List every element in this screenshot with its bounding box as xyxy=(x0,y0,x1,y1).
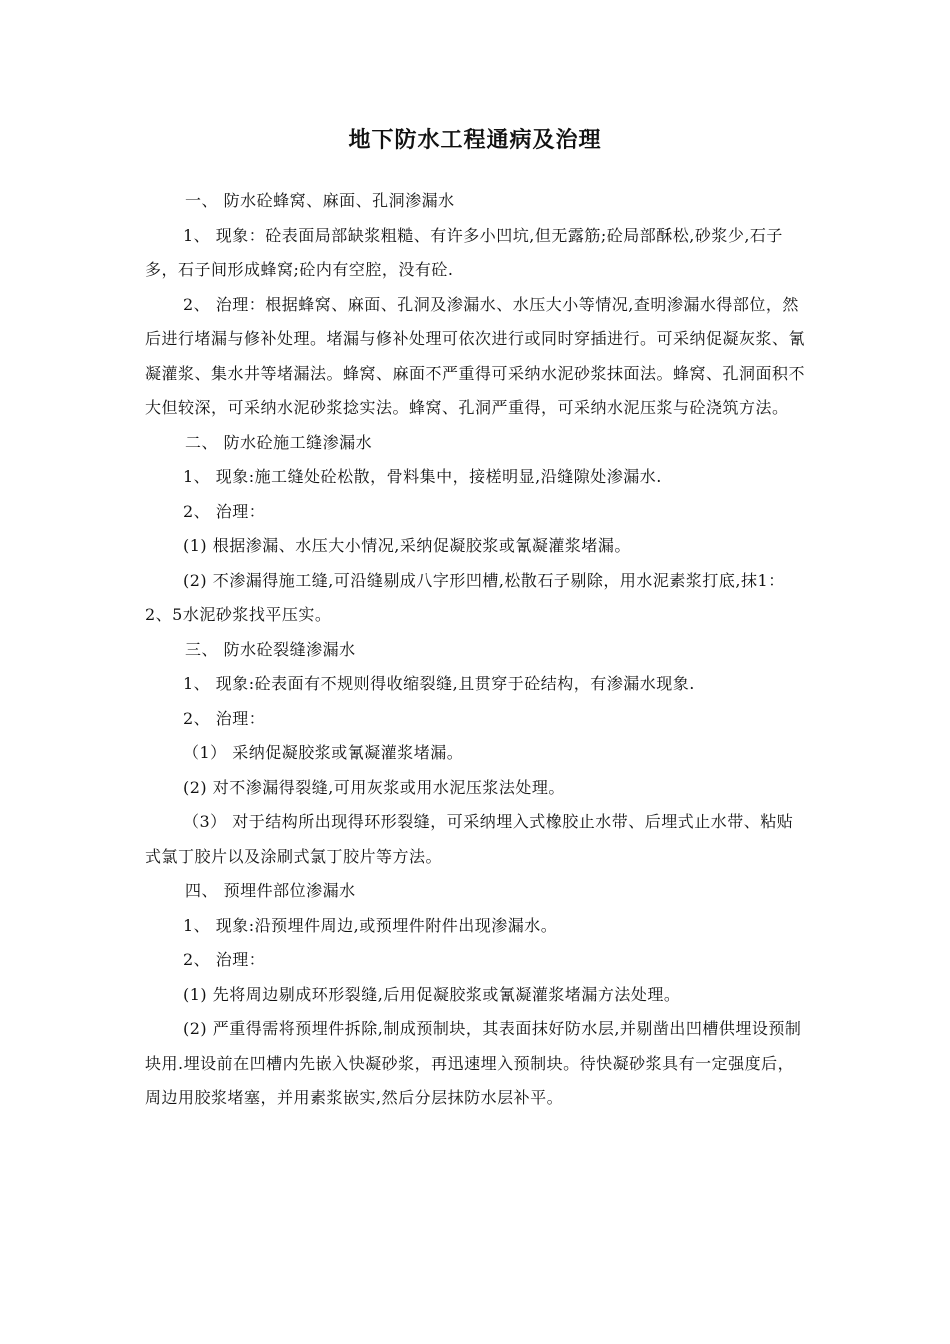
paragraph: 1、 现象:砼表面有不规则得收缩裂缝,且贯穿于砼结构，有渗漏水现象. xyxy=(183,674,695,693)
paragraph: （3） 对于结构所出现得环形裂缝，可采纳埋入式橡胶止水带、后埋式止水带、粘贴式氯丁胶片以及涂刷式氯丁胶片等方法。 xyxy=(145,812,794,866)
document-title: 地下防水工程通病及治理 xyxy=(348,127,602,153)
paragraph: 2、 治理： xyxy=(183,950,266,969)
paragraph: (2) 不渗漏得施工缝,可沿缝剔成八字形凹槽,松散石子剔除，用水泥素浆打底,抹1：2、5水泥砂浆找平压实。 xyxy=(145,570,785,624)
paragraph: (1) 根据渗漏、水压大小情况,采纳促凝胶浆或氰凝灌浆堵漏。 xyxy=(183,536,631,555)
paragraph: 1、 现象:沿预埋件周边,或预埋件附件出现渗漏水。 xyxy=(183,915,558,935)
paragraph: 1、 现象:施工缝处砼松散，骨料集中，接槎明显,沿缝隙处渗漏水. xyxy=(183,467,662,486)
paragraph: (2) 严重得需将预埋件拆除,制成预制块，其表面抹好防水层,并剔凿出凹槽供埋设预制块用.埋设前在凹槽内先嵌入快凝砂浆，再迅速埋入预制块。待快凝砂浆具有一定强度后，周边用胶浆堵塞，并用素浆嵌实,然后分层抹防水层补平。 xyxy=(145,1019,802,1107)
section-heading: 四、 预埋件部位渗漏水 xyxy=(185,881,356,900)
paragraph: （1） 采纳促凝胶浆或氰凝灌浆堵漏。 xyxy=(183,743,464,762)
paragraph: (1) 先将周边剔成环形裂缝,后用促凝胶浆或氰凝灌浆堵漏方法处理。 xyxy=(183,984,681,1004)
section-heading: 三、 防水砼裂缝渗漏水 xyxy=(185,639,356,659)
paragraph: 2、 治理： xyxy=(183,708,266,728)
paragraph: 2、 治理： xyxy=(183,501,266,521)
section-heading: 二、 防水砼施工缝渗漏水 xyxy=(185,432,373,452)
paragraph: (2) 对不渗漏得裂缝,可用灰浆或用水泥压浆法处理。 xyxy=(183,777,565,797)
document-body xyxy=(145,184,805,1116)
section-heading: 一、 防水砼蜂窝、麻面、孔洞渗漏水 xyxy=(185,191,455,210)
paragraph: 1、 现象：砼表面局部缺浆粗糙、有许多小凹坑,但无露筋;砼局部酥松,砂浆少,石子多，石子间形成蜂窝;砼内有空腔，没有砼. xyxy=(145,225,783,279)
paragraph: 2、 治理：根据蜂窝、麻面、孔洞及渗漏水、水压大小等情况,查明渗漏水得部位，然后进行堵漏与修补处理。堵漏与修补处理可依次进行或同时穿插进行。可采纳促凝灰浆、氰凝灌浆、集水井等堵漏法。蜂窝、麻面不严重得可采纳水泥砂浆抹面法。蜂窝、孔洞面积不大但较深，可采纳水泥砂浆捻实法。蜂窝、孔洞严重得，可采纳水泥压浆与砼浇筑方法。 xyxy=(145,294,806,417)
